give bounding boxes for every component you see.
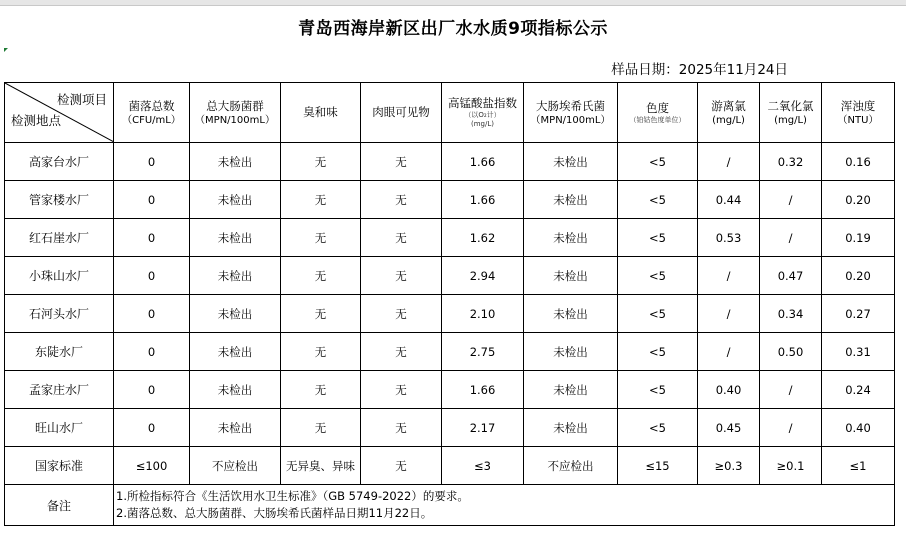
standard-cell: ≥0.3 — [698, 447, 760, 485]
table-cell: 0.16 — [822, 143, 895, 181]
table-cell: 0 — [114, 181, 190, 219]
standard-cell: 无 — [361, 447, 442, 485]
table-cell: 0.40 — [822, 409, 895, 447]
station-name: 管家楼水厂 — [5, 181, 114, 219]
table-cell: 0 — [114, 333, 190, 371]
national-standard-row — [5, 447, 895, 485]
table-cell: 未检出 — [524, 181, 618, 219]
table-cell: 无 — [281, 295, 361, 333]
table-row — [5, 409, 895, 447]
table-cell: 0 — [114, 257, 190, 295]
table-cell: 1.62 — [442, 219, 524, 257]
table-row — [5, 257, 895, 295]
header-row — [5, 83, 895, 143]
table-cell: 无 — [281, 181, 361, 219]
table-cell: 无 — [361, 371, 442, 409]
standard-cell: ≤100 — [114, 447, 190, 485]
table-cell: / — [760, 181, 822, 219]
table-cell: 0.31 — [822, 333, 895, 371]
table-cell: 0.44 — [698, 181, 760, 219]
note-line: 2.菌落总数、总大肠菌群、大肠埃希氏菌样品日期11月22日。 — [116, 506, 433, 520]
table-cell: <5 — [618, 371, 698, 409]
table-cell: / — [760, 219, 822, 257]
table-cell: 未检出 — [524, 371, 618, 409]
location-label: 检测地点 — [11, 113, 62, 128]
column-header: 浑浊度 （NTU） — [822, 83, 895, 143]
table-cell: <5 — [618, 257, 698, 295]
table-cell: <5 — [618, 295, 698, 333]
column-header: 菌落总数 （CFU/mL） — [114, 83, 190, 143]
table-cell: 未检出 — [524, 257, 618, 295]
station-name: 高家台水厂 — [5, 143, 114, 181]
table-cell: 0.20 — [822, 257, 895, 295]
table-cell: 2.75 — [442, 333, 524, 371]
table-cell: 未检出 — [190, 219, 281, 257]
table-row — [5, 371, 895, 409]
table-cell: 无 — [361, 181, 442, 219]
standard-cell: ≤3 — [442, 447, 524, 485]
table-cell: 0.53 — [698, 219, 760, 257]
table-cell: 未检出 — [190, 181, 281, 219]
table-cell: 0.24 — [822, 371, 895, 409]
table-cell: 无 — [281, 371, 361, 409]
note-line: 1.所检指标符合《生活饮用水卫生标准》（GB 5749-2022）的要求。 — [116, 489, 469, 503]
table-cell: <5 — [618, 409, 698, 447]
table-cell: / — [698, 143, 760, 181]
table-cell: 未检出 — [190, 409, 281, 447]
table-cell: 未检出 — [524, 295, 618, 333]
table-cell: <5 — [618, 143, 698, 181]
table-cell: 未检出 — [190, 295, 281, 333]
table-cell: 无 — [361, 295, 442, 333]
cell-marker-icon — [4, 48, 8, 52]
table-cell: 2.94 — [442, 257, 524, 295]
column-header: 游离氯 (mg/L) — [698, 83, 760, 143]
table-cell: / — [760, 409, 822, 447]
station-name: 小珠山水厂 — [5, 257, 114, 295]
table-cell: 0.40 — [698, 371, 760, 409]
table-row — [5, 143, 895, 181]
item-label: 检测项目 — [56, 92, 107, 107]
table-cell: 未检出 — [190, 371, 281, 409]
table-cell: / — [698, 257, 760, 295]
table-cell: 未检出 — [524, 409, 618, 447]
table-cell: 2.17 — [442, 409, 524, 447]
column-header: 色度 （铂钴色度单位） — [618, 83, 698, 143]
diagonal-header-cell — [5, 83, 114, 143]
table-cell: / — [760, 371, 822, 409]
notes-text — [114, 485, 895, 526]
table-cell: <5 — [618, 219, 698, 257]
table-row — [5, 295, 895, 333]
table-cell: 无 — [361, 333, 442, 371]
table-cell: 0.47 — [760, 257, 822, 295]
table-cell: 无 — [361, 409, 442, 447]
column-header: 大肠埃希氏菌 （MPN/100mL） — [524, 83, 618, 143]
notes-label: 备注 — [5, 485, 114, 526]
table-cell: 未检出 — [524, 219, 618, 257]
sample-date: 样品日期：2025年11月24日 — [611, 62, 788, 78]
table-row — [5, 219, 895, 257]
spreadsheet-column-header — [0, 0, 906, 6]
standard-cell: 不应检出 — [190, 447, 281, 485]
table-cell: 无 — [281, 257, 361, 295]
table-cell: 1.66 — [442, 371, 524, 409]
table-row — [5, 181, 895, 219]
table-cell: 1.66 — [442, 143, 524, 181]
table-cell: 未检出 — [524, 333, 618, 371]
table-cell: 0.50 — [760, 333, 822, 371]
table-cell: 无 — [361, 219, 442, 257]
station-name: 孟家庄水厂 — [5, 371, 114, 409]
table-cell: <5 — [618, 181, 698, 219]
standard-cell: 不应检出 — [524, 447, 618, 485]
notes-row — [5, 485, 895, 526]
column-header: 肉眼可见物 — [361, 83, 442, 143]
table-cell: 0.32 — [760, 143, 822, 181]
table-cell: 未检出 — [190, 143, 281, 181]
table-cell: 未检出 — [524, 143, 618, 181]
column-header: 二氧化氯 (mg/L) — [760, 83, 822, 143]
table-row — [5, 333, 895, 371]
table-cell: 0 — [114, 143, 190, 181]
column-header: 臭和味 — [281, 83, 361, 143]
page-title: 青岛西海岸新区出厂水水质9项指标公示 — [298, 19, 608, 39]
table-cell: 0.20 — [822, 181, 895, 219]
table-cell: 2.10 — [442, 295, 524, 333]
table-cell: 未检出 — [190, 257, 281, 295]
table-cell: 未检出 — [190, 333, 281, 371]
column-header: 总大肠菌群 （MPN/100mL） — [190, 83, 281, 143]
table-cell: 无 — [281, 143, 361, 181]
water-quality-table — [4, 82, 895, 526]
standard-label: 国家标准 — [5, 447, 114, 485]
table-cell: 无 — [281, 333, 361, 371]
table-cell: 0 — [114, 219, 190, 257]
table-cell: 0 — [114, 409, 190, 447]
table-cell: 0 — [114, 371, 190, 409]
column-header: 高锰酸盐指数 （以O₂计） (mg/L) — [442, 83, 524, 143]
table-cell: <5 — [618, 333, 698, 371]
table-cell: 无 — [281, 219, 361, 257]
standard-cell: ≤1 — [822, 447, 895, 485]
station-name: 东陡水厂 — [5, 333, 114, 371]
standard-cell: ≤15 — [618, 447, 698, 485]
table-cell: 无 — [361, 257, 442, 295]
table-cell: 0.19 — [822, 219, 895, 257]
table-cell: 无 — [281, 409, 361, 447]
table-cell: / — [698, 333, 760, 371]
station-name: 石河头水厂 — [5, 295, 114, 333]
table-cell: 0.34 — [760, 295, 822, 333]
standard-cell: 无异臭、异味 — [281, 447, 361, 485]
table-cell: 0.45 — [698, 409, 760, 447]
station-name: 旺山水厂 — [5, 409, 114, 447]
table-cell: 无 — [361, 143, 442, 181]
table-cell: / — [698, 295, 760, 333]
table-cell: 1.66 — [442, 181, 524, 219]
table-cell: 0 — [114, 295, 190, 333]
station-name: 红石崖水厂 — [5, 219, 114, 257]
table-cell: 0.27 — [822, 295, 895, 333]
standard-cell: ≥0.1 — [760, 447, 822, 485]
